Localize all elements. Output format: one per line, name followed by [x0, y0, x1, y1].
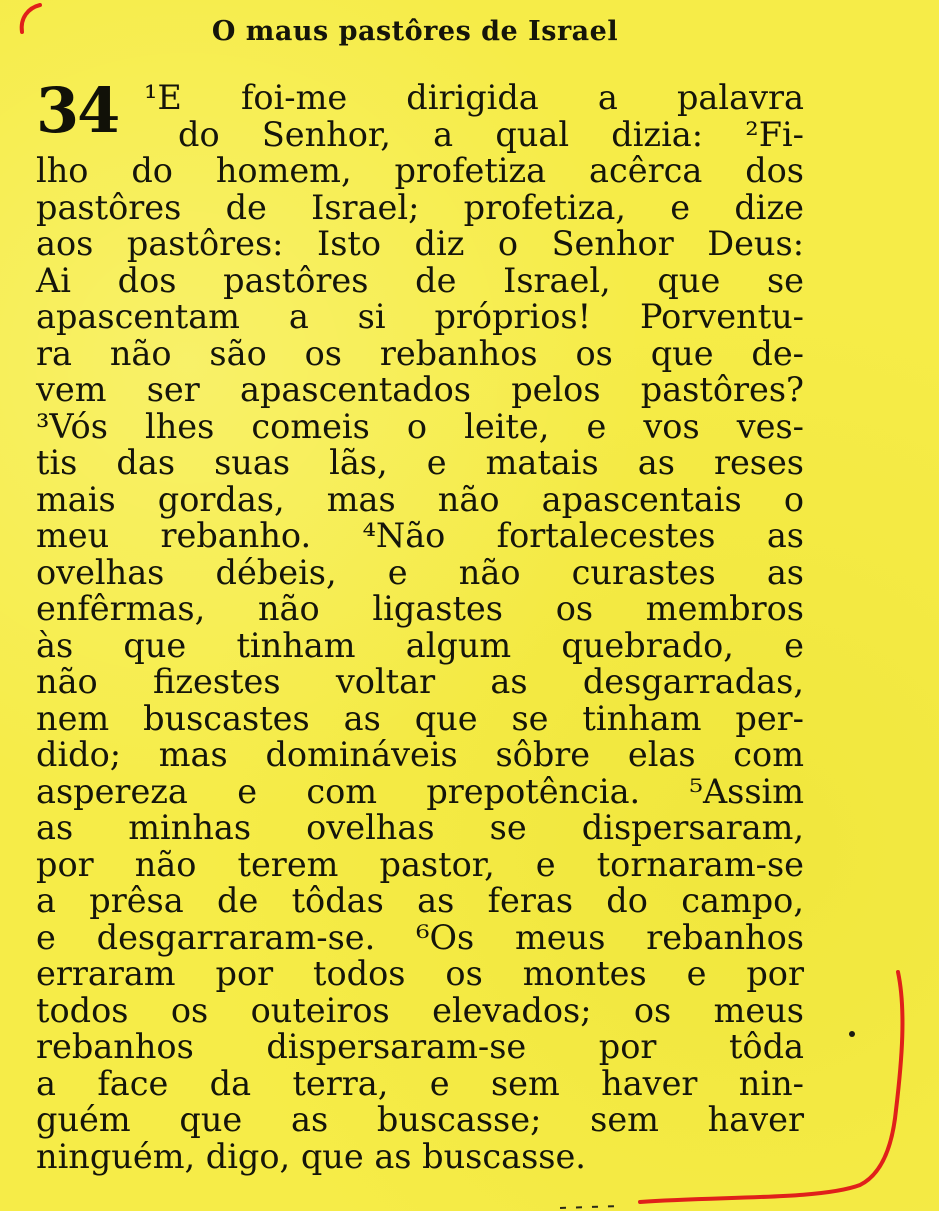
- text-line: a face da terra, e sem haver nin-: [36, 1063, 804, 1103]
- text-line: mais gordas, mas não apascentais o: [36, 479, 804, 519]
- text-line: ovelhas débeis, e não curastes as: [36, 552, 804, 592]
- text-line: ³Vós lhes comeis o leite, e vos ves-: [36, 406, 804, 446]
- text-line: apascentam a si próprios! Porventu-: [36, 297, 804, 336]
- text-line: do Senhor, a qual dizia: ²Fi-: [178, 114, 804, 154]
- pen-dot: [849, 1031, 855, 1037]
- text-line: erraram por todos os montes e por: [36, 954, 804, 993]
- text-line: meu rebanho. ⁴Não fortalecestes as: [36, 516, 804, 555]
- text-line: ninguém, digo, que as buscasse.: [36, 1136, 586, 1176]
- text-line: lho do homem, profetiza acêrca dos: [36, 151, 804, 190]
- text-line: não fizestes voltar as desgarradas,: [36, 662, 804, 701]
- text-line: e desgarraram-se. ⁶Os meus rebanhos: [36, 917, 804, 957]
- pen-mark-right-bracket: [640, 972, 902, 1202]
- text-line: as minhas ovelhas se dispersaram,: [36, 808, 804, 847]
- page-heading: O maus pastôres de Israel: [211, 16, 619, 47]
- text-line: pastôres de Israel; profetiza, e dize: [36, 187, 804, 227]
- text-line: vem ser apascentados pelos pastôres?: [36, 370, 804, 409]
- text-line: rebanhos dispersaram-se por tôda: [36, 1027, 804, 1066]
- text-line: todos os outeiros elevados; os meus: [36, 990, 804, 1030]
- text-line: por não terem pastor, e tornaram-se: [36, 844, 804, 884]
- text-line: tis das suas lãs, e matais as reses: [36, 443, 804, 482]
- text-line: aspereza e com prepotência. ⁵Assim: [36, 771, 804, 811]
- text-line: aos pastôres: Isto diz o Senhor Deus:: [36, 224, 804, 263]
- chapter-number: 34: [36, 74, 119, 147]
- cut-line-bottom: [560, 1206, 620, 1208]
- text-line: dido; mas domináveis sôbre elas com: [36, 735, 804, 774]
- pen-mark-top-left: [22, 5, 40, 32]
- text-line: Ai dos pastôres de Israel, que se: [36, 260, 804, 300]
- text-line: às que tinham algum quebrado, e: [36, 625, 804, 665]
- text-line: enfêrmas, não ligastes os membros: [36, 589, 804, 628]
- text-line: nem buscastes as que se tinham per-: [36, 698, 804, 738]
- text-line: a prêsa de tôdas as feras do campo,: [36, 881, 804, 920]
- text-line: ra não são os rebanhos os que de-: [36, 333, 804, 373]
- text-line: ¹E foi-me dirigida a palavra: [144, 78, 804, 117]
- text-line: guém que as buscasse; sem haver: [36, 1100, 804, 1139]
